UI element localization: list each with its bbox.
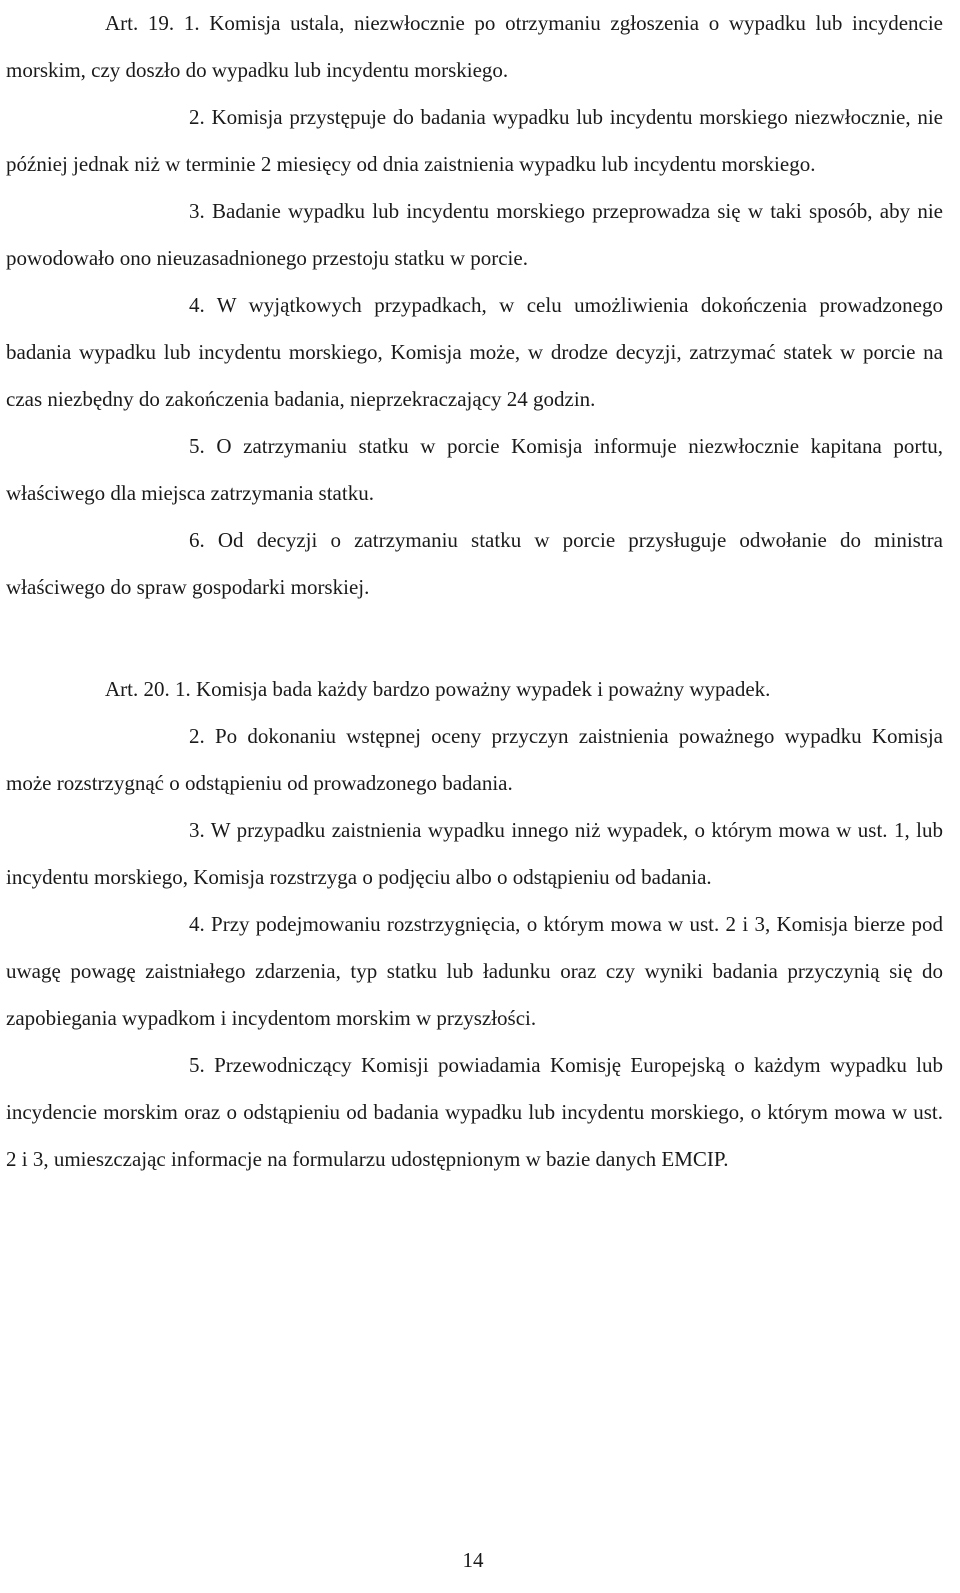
document-page bbox=[6, 0, 943, 1183]
art20-paragraph-5: 5. Przewodniczący Komisji powiadamia Komisję Europejską o każdym wypadku lub incydencie morskim oraz o odstąpieniu od badania wypadku lub incydentu morskiego, o którym mowa w ust. 2 i 3, umieszczając informacje na formularzu udostępnionym w bazie danych EMCIP. bbox=[6, 1053, 943, 1171]
page-number: 14 bbox=[462, 1548, 484, 1572]
art19-paragraph-3: 3. Badanie wypadku lub incydentu morskiego przeprowadza się w taki sposób, aby nie powodowało ono nieuzasadnionego przestoju statku w porcie. bbox=[6, 199, 943, 270]
art20-paragraph-3: 3. W przypadku zaistnienia wypadku innego niż wypadek, o którym mowa w ust. 1, lub incydentu morskiego, Komisja rozstrzyga o podjęciu albo o odstąpieniu od badania. bbox=[6, 818, 943, 889]
art19-paragraph-4: 4. W wyjątkowych przypadkach, w celu umożliwienia dokończenia prowadzonego badania wypadku lub incydentu morskiego, Komisja może, w drodze decyzji, zatrzymać statek w porcie na czas niezbędny do zakończenia badania, nieprzekraczający 24 godzin. bbox=[6, 293, 943, 411]
art19-paragraph-2: 2. Komisja przystępuje do badania wypadku lub incydentu morskiego niezwłocznie, nie później jednak niż w terminie 2 miesięcy od dnia zaistnienia wypadku lub incydentu morskiego. bbox=[6, 105, 943, 176]
art19-paragraph-6: 6. Od decyzji o zatrzymaniu statku w porcie przysługuje odwołanie do ministra właściwego do spraw gospodarki morskiej. bbox=[6, 528, 943, 599]
art20-paragraph-4: 4. Przy podejmowaniu rozstrzygnięcia, o którym mowa w ust. 2 i 3, Komisja bierze pod uwagę powagę zaistniałego zdarzenia, typ statku lub ładunku oraz czy wyniki badania przyczynią się do zapobiegania wypadkom i incydentom morskim w przyszłości. bbox=[6, 912, 943, 1030]
art20-paragraph-1: Art. 20. 1. Komisja bada każdy bardzo poważny wypadek i poważny wypadek. bbox=[105, 677, 771, 701]
art19-paragraph-1: Art. 19. 1. Komisja ustala, niezwłocznie po otrzymaniu zgłoszenia o wypadku lub incydencie morskim, czy doszło do wypadku lub incydentu morskiego. bbox=[6, 11, 943, 82]
art19-paragraph-5: 5. O zatrzymaniu statku w porcie Komisja informuje niezwłocznie kapitana portu, właściwego dla miejsca zatrzymania statku. bbox=[6, 434, 943, 505]
art20-paragraph-2: 2. Po dokonaniu wstępnej oceny przyczyn zaistnienia poważnego wypadku Komisja może rozstrzygnąć o odstąpieniu od prowadzonego badania. bbox=[6, 724, 943, 795]
